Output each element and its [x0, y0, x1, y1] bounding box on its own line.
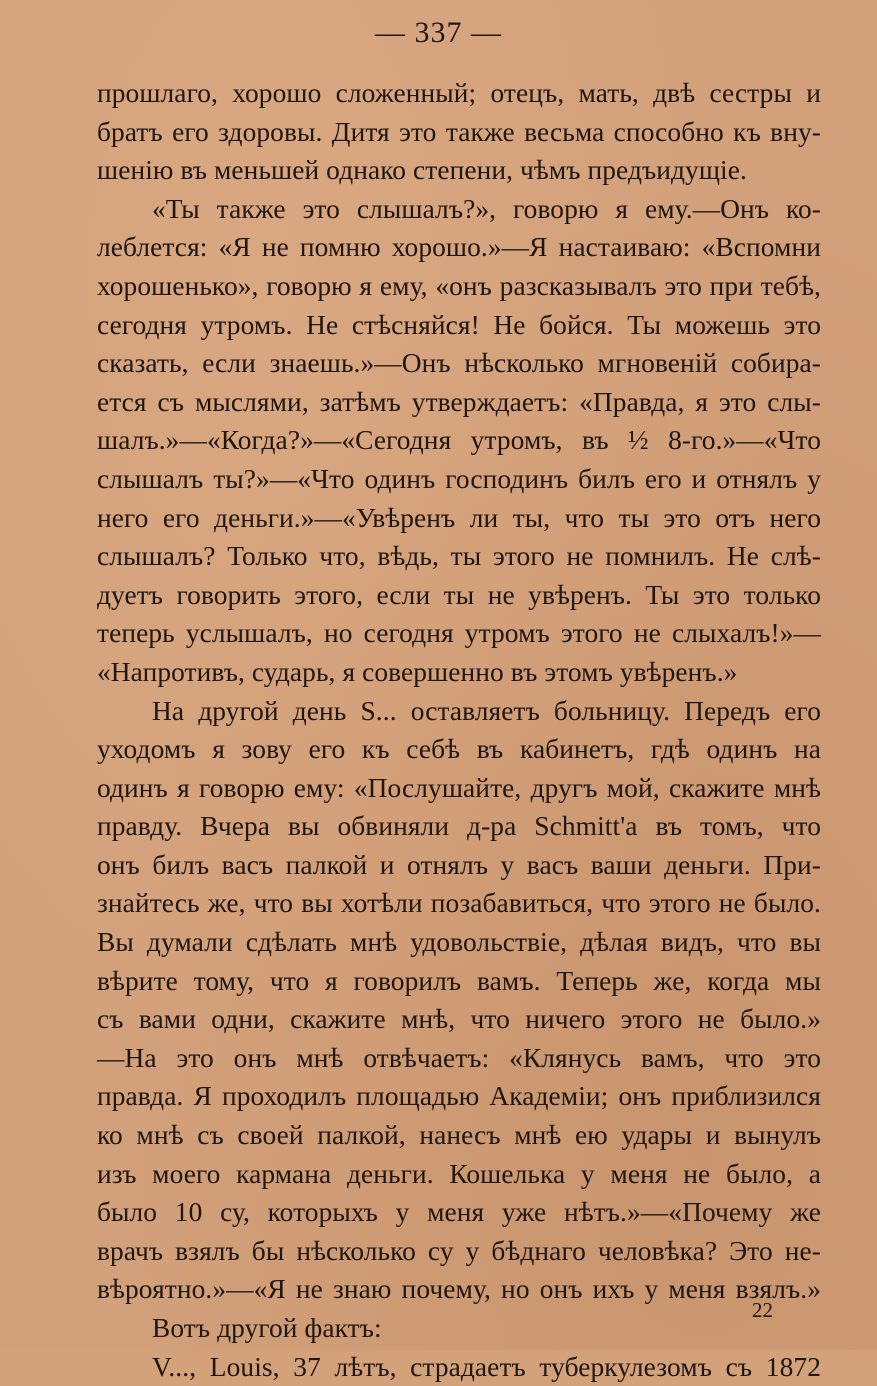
text-line: врачъ взялъ бы нѣсколько су у бѣднаго человѣка? Это не-	[97, 1235, 821, 1266]
text-line: леблется: «Я не помню хорошо.»—Я настаиваю: «Вспомни	[97, 232, 821, 263]
text-line: «Напротивъ, сударь, я совершенно въ этомъ увѣренъ.»	[97, 656, 738, 687]
text-line: слышалъ ты?»—«Что одинъ господинъ билъ его и отнялъ у	[97, 463, 821, 494]
text-line: Вы думали сдѣлать мнѣ удовольствіе, дѣлая видъ, что вы	[97, 927, 821, 958]
text-line: знайтесь же, что вы хотѣли позабавиться, что этого не было.	[97, 888, 821, 919]
text-line: вѣрите тому, что я говорилъ вамъ. Теперь же, когда мы	[97, 965, 821, 996]
text-line: изъ моего кармана деньги. Кошелька у меня не было, а	[97, 1158, 821, 1189]
text-line: правду. Вчера вы обвиняли д-ра Schmitt'а въ томъ, что	[97, 811, 821, 842]
text-line: ко мнѣ съ своей палкой, нанесъ мнѣ ею удары и вынулъ	[97, 1120, 821, 1151]
text-line: одинъ я говорю ему: «Послушайте, другъ мой, скажите мнѣ	[97, 772, 821, 803]
text-line: сегодня утромъ. Не стѣсняйся! Не бойся. Ты можешь это	[97, 309, 821, 340]
text-line: ется съ мыслями, затѣмъ утверждаетъ: «Правда, я это слы-	[97, 386, 821, 417]
text-line: теперь услышалъ, но сегодня утромъ этого не слыхалъ!»—	[97, 618, 821, 649]
text-line: вѣроятно.»—«Я не знаю почему, но онъ ихъ у меня взялъ.»	[97, 1274, 821, 1305]
page-number: — 337 —	[375, 16, 502, 49]
text-line: съ вами одни, скажите мнѣ, что ничего этого не было.»	[97, 1004, 821, 1035]
text-line: сказать, если знаешь.»—Онъ нѣсколько мгновеній собира-	[97, 348, 821, 379]
signature-mark: 22	[752, 1298, 773, 1322]
text-line: уходомъ я зову его къ себѣ въ кабинетъ, гдѣ одинъ на	[97, 734, 821, 765]
text-line: шенію въ меньшей однако степени, чѣмъ предъидущіе.	[97, 155, 747, 186]
text-line: него его деньги.»—«Увѣренъ ли ты, что ты это отъ него	[97, 502, 821, 533]
text-line: Вотъ другой фактъ:	[152, 1313, 382, 1343]
text-line: На другой день S... оставляетъ больницу. Передъ его	[152, 695, 821, 726]
text-line: онъ билъ васъ палкой и отнялъ у васъ ваши деньги. При-	[97, 849, 821, 880]
text-line: слышалъ? Только что, вѣдь, ты этого не помнилъ. Не слѣ-	[97, 541, 821, 572]
text-line: правда. Я проходилъ площадью Академіи; онъ приблизился	[97, 1081, 821, 1112]
text-line: дуетъ говорить этого, если ты не увѣренъ. Ты это только	[97, 579, 821, 610]
body-text	[97, 74, 821, 1386]
text-line: хорошенько», говорю я ему, «онъ разсказывалъ это при тебѣ,	[97, 270, 821, 301]
text-line: шалъ.»—«Когда?»—«Сегодня утромъ, въ ½ 8-го.»—«Что	[97, 425, 821, 456]
text-line: V..., Louis, 37 лѣтъ, страдаетъ туберкулезомъ съ 1872	[152, 1351, 821, 1382]
text-line: —На это онъ мнѣ отвѣчаетъ: «Клянусь вамъ, что это	[97, 1042, 821, 1073]
text-line: «Ты также это слышалъ?», говорю я ему.—Онъ ко-	[152, 193, 821, 224]
text-line: братъ его здоровы. Дитя это также весьма способно къ вну-	[97, 116, 821, 147]
text-line: прошлаго, хорошо сложенный; отецъ, мать, двѣ сестры и	[97, 78, 821, 108]
text-line: было 10 су, которыхъ у меня уже нѣтъ.»—«Почему же	[97, 1197, 821, 1228]
